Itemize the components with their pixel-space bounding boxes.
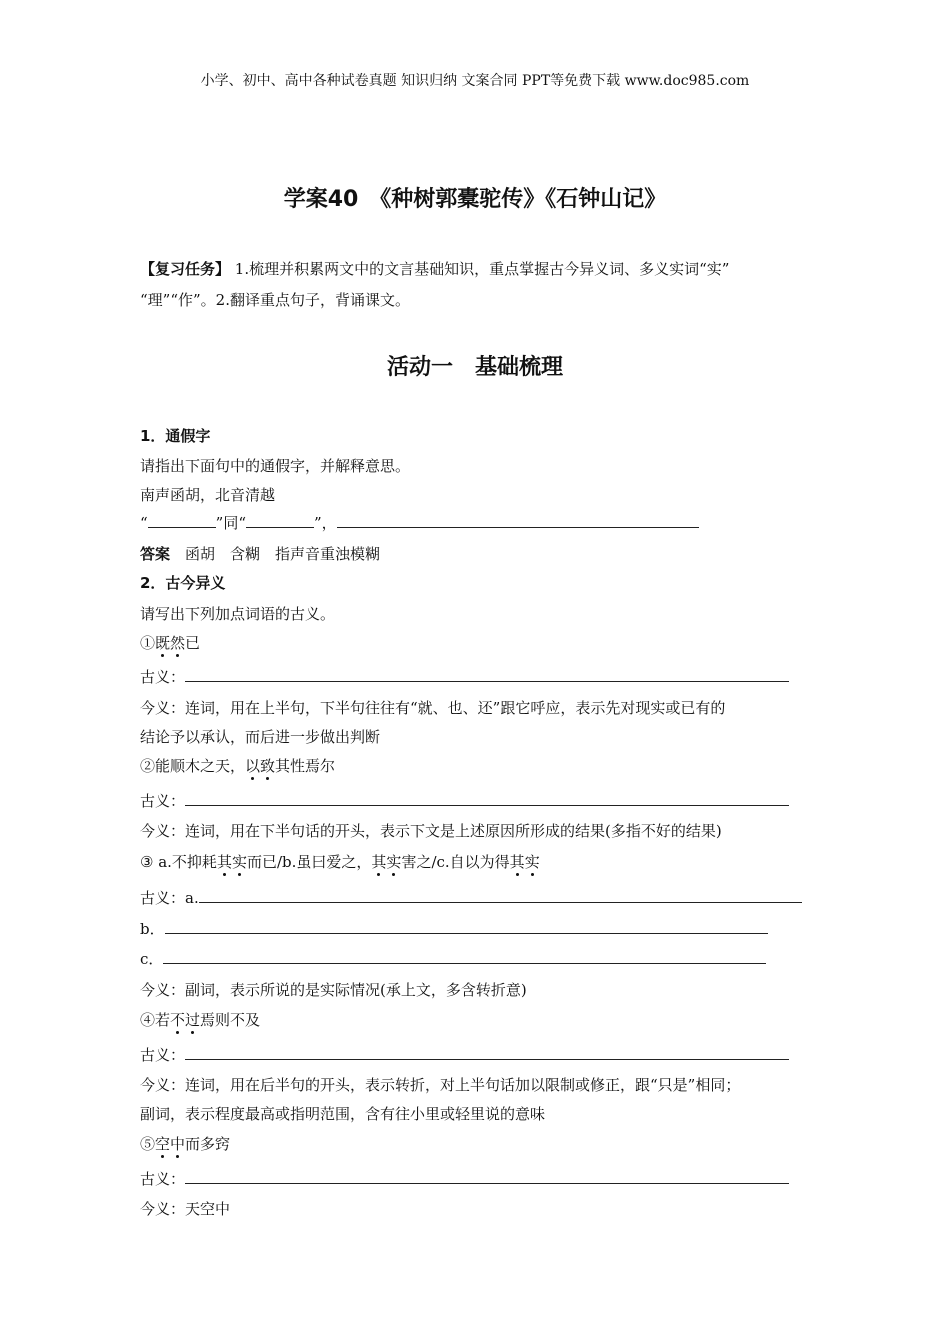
dotted-char: 其 bbox=[216, 853, 232, 871]
section-1-sentence: 南声函胡，北音清越 bbox=[140, 486, 276, 504]
dotted-char: 实 bbox=[524, 853, 540, 871]
item-5-prefix: ⑤ bbox=[140, 1135, 156, 1153]
item-3-ancient-a bbox=[140, 887, 802, 908]
review-task-line-1 bbox=[140, 258, 729, 279]
item-1-sentence bbox=[140, 632, 200, 653]
item-4-ancient-meaning bbox=[140, 1044, 789, 1065]
dotted-char: 空 bbox=[155, 1135, 171, 1153]
item-1-modern-meaning-2: 结论予以承认，而后进一步做出判断 bbox=[140, 728, 381, 746]
item-5-suffix: 而多窍 bbox=[185, 1135, 231, 1153]
dotted-char: 其 bbox=[371, 853, 387, 871]
item-1-ancient-meaning bbox=[140, 666, 789, 687]
item-4-suffix: 焉则不及 bbox=[200, 1011, 261, 1029]
answer-blank-2[interactable] bbox=[246, 513, 314, 528]
ancient-label-b: b． bbox=[140, 920, 165, 938]
answer-blank[interactable] bbox=[185, 791, 789, 806]
section-1-heading: 1．通假字 bbox=[140, 427, 211, 445]
answer-blank[interactable] bbox=[185, 1169, 789, 1184]
item-4-modern-meaning-2: 副词，表示程度最高或指明范围，含有往小里或轻里说的意味 bbox=[140, 1105, 546, 1123]
item-2-suffix: 其性焉尔 bbox=[275, 757, 336, 775]
dotted-char: 其 bbox=[509, 853, 525, 871]
answer-label: 答案 bbox=[140, 545, 171, 563]
quote-open: “ bbox=[140, 514, 148, 532]
ancient-label-c: c． bbox=[140, 950, 164, 968]
item-3-mid-1: 而已/b.虽曰爱之， bbox=[246, 853, 372, 871]
ancient-label-a: 古义：a. bbox=[140, 889, 199, 907]
quote-mid: ”同“ bbox=[215, 514, 247, 532]
dotted-char: 既 bbox=[155, 634, 171, 652]
review-task-text-1: 1.梳理并积累两文中的文言基础知识，重点掌握古今异义词、多义实词“实” bbox=[230, 260, 730, 278]
answer-blank[interactable] bbox=[185, 667, 789, 682]
dotted-char: 过 bbox=[185, 1011, 201, 1029]
section-2-heading: 2．古今异义 bbox=[140, 574, 226, 592]
dotted-char: 中 bbox=[170, 1135, 186, 1153]
section-1-instruction: 请指出下面句中的通假字，并解释意思。 bbox=[140, 457, 411, 475]
answer-blank[interactable] bbox=[199, 888, 802, 903]
dotted-char: 以 bbox=[245, 757, 261, 775]
answer-blank[interactable] bbox=[165, 919, 768, 934]
item-3-sentence bbox=[140, 851, 540, 872]
page-title: 学案40 《种树郭橐驼传》《石钟山记》 bbox=[283, 187, 667, 212]
answer-blank-1[interactable] bbox=[148, 513, 216, 528]
quote-close: ”， bbox=[314, 514, 337, 532]
ancient-label: 古义： bbox=[140, 792, 186, 810]
item-4-prefix: ④若 bbox=[140, 1011, 171, 1029]
review-task-label: 【复习任务】 bbox=[140, 260, 231, 278]
dotted-char: 不 bbox=[170, 1011, 186, 1029]
item-1-modern-meaning-1: 今义：连词，用在上半句，下半句往往有“就、也、还”跟它呼应，表示先对现实或已有的 bbox=[140, 699, 726, 717]
item-3-prefix: ③ a.不抑耗 bbox=[140, 853, 217, 871]
dotted-char: 然 bbox=[170, 634, 186, 652]
activity-heading: 活动一 基础梳理 bbox=[386, 355, 563, 380]
section-1-answer bbox=[140, 543, 380, 564]
answer-blank-3[interactable] bbox=[337, 513, 699, 528]
dotted-char: 实 bbox=[386, 853, 402, 871]
ancient-label: 古义： bbox=[140, 1170, 186, 1188]
section-1-blank-line bbox=[140, 512, 699, 533]
item-2-prefix: ②能顺木之天， bbox=[140, 757, 246, 775]
item-5-modern-meaning: 今义：天空中 bbox=[140, 1200, 231, 1218]
answer-blank[interactable] bbox=[163, 949, 766, 964]
item-3-mid-2: 害之/c.自以为得 bbox=[401, 853, 510, 871]
page-header: 小学、初中、高中各种试卷真题 知识归纳 文案合同 PPT等免费下载 www.doc985.com bbox=[200, 73, 750, 89]
item-3-modern-meaning: 今义：副词，表示所说的是实际情况(承上文，多含转折意) bbox=[140, 981, 527, 999]
item-2-ancient-meaning bbox=[140, 790, 789, 811]
item-1-suffix: 已 bbox=[185, 634, 201, 652]
ancient-label: 古义： bbox=[140, 668, 186, 686]
dotted-char: 实 bbox=[231, 853, 247, 871]
item-5-ancient-meaning bbox=[140, 1168, 789, 1189]
item-4-sentence bbox=[140, 1009, 260, 1030]
item-2-modern-meaning: 今义：连词，用在下半句话的开头，表示下文是上述原因所形成的结果(多指不好的结果) bbox=[140, 822, 722, 840]
review-task-line-2: “理”“作”。2.翻译重点句子，背诵课文。 bbox=[140, 291, 410, 309]
item-3-ancient-c bbox=[140, 948, 766, 969]
item-4-modern-meaning-1: 今义：连词，用在后半句的开头，表示转折，对上半句话加以限制或修正，跟“只是”相同； bbox=[140, 1076, 741, 1094]
ancient-label: 古义： bbox=[140, 1046, 186, 1064]
item-1-prefix: ① bbox=[140, 634, 156, 652]
section-2-instruction: 请写出下列加点词语的古义。 bbox=[140, 605, 336, 623]
answer-text: 函胡 含糊 指声音重浊模糊 bbox=[170, 545, 381, 563]
item-3-ancient-b bbox=[140, 918, 768, 939]
item-2-sentence bbox=[140, 755, 335, 776]
item-5-sentence bbox=[140, 1133, 230, 1154]
dotted-char: 致 bbox=[260, 757, 276, 775]
answer-blank[interactable] bbox=[185, 1045, 789, 1060]
